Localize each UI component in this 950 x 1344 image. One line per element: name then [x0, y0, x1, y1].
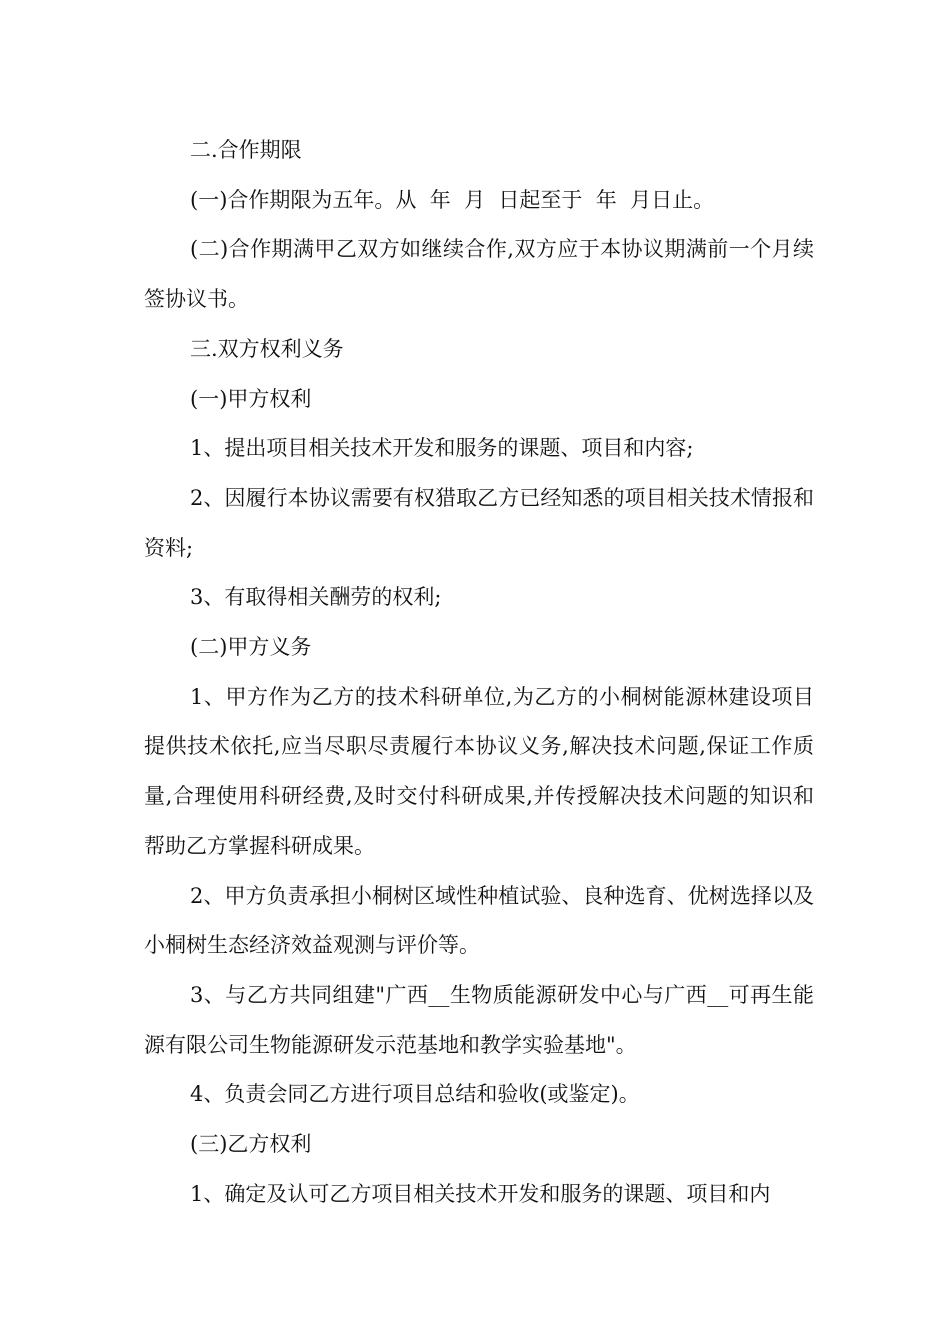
list-item: 2、甲方负责承担小桐树区域性种植试验、良种选育、优树选择以及小桐树生态经济效益观测与评价等。 — [144, 883, 814, 958]
list-item: 1、确定及认可乙方项目相关技术开发和服务的课题、项目和内 — [190, 1181, 771, 1206]
list-item: 3、与乙方共同组建"广西__生物质能源研发中心与广西__可再生能源有限公司生物能源研发示范基地和教学实验基地"。 — [144, 982, 814, 1057]
paragraph: (一)合作期限为五年。从 年 月 日起至于 年 月日止。 — [190, 187, 715, 212]
list-item: 2、因履行本协议需要有权猎取乙方已经知悉的项目相关技术情报和资料; — [144, 485, 814, 560]
section-heading-rights-obligations: 三.双方权利义务 — [190, 336, 344, 361]
list-item: 1、提出项目相关技术开发和服务的课题、项目和内容; — [190, 436, 694, 461]
subheading: (三)乙方权利 — [190, 1132, 312, 1157]
section-heading-cooperation-term: 二.合作期限 — [190, 138, 302, 162]
document-body — [144, 126, 814, 1219]
subheading: (二)甲方义务 — [190, 635, 312, 660]
subheading: (一)甲方权利 — [190, 386, 312, 411]
list-item: 3、有取得相关酬劳的权利; — [190, 585, 442, 610]
list-item: 4、负责会同乙方进行项目总结和验收(或鉴定)。 — [190, 1082, 640, 1107]
list-item: 1、甲方作为乙方的技术科研单位,为乙方的小桐树能源林建设项目提供技术依托,应当尽职尽责履行本协议义务,解决技术问题,保证工作质量,合理使用科研经费,及时交付科研成果,并传授解决技术问题的知识和帮助乙方掌握科研成果。 — [144, 684, 814, 858]
paragraph: (二)合作期满甲乙双方如继续合作,双方应于本协议期满前一个月续签协议书。 — [144, 237, 814, 312]
